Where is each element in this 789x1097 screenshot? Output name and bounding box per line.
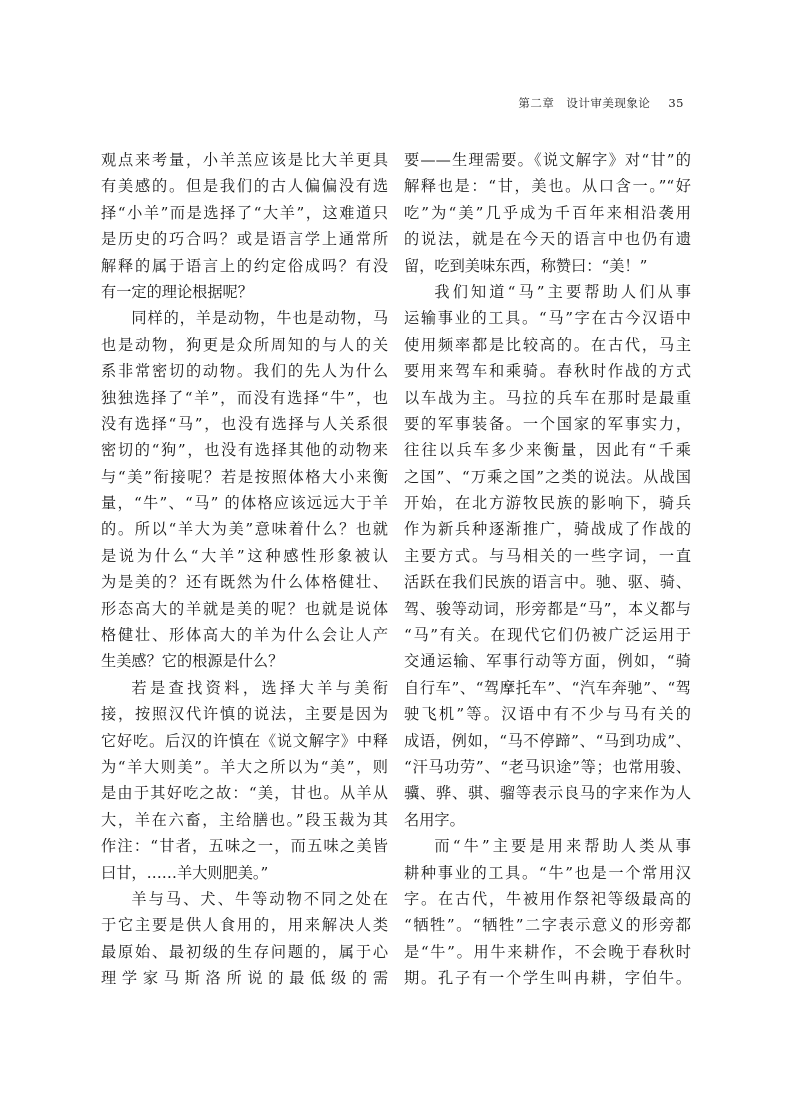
text-line: 是说为什么“大羊”这种感性形象被认 xyxy=(101,546,388,565)
text-line: 成语，例如，“马不停蹄”、“马到功成”、 xyxy=(404,731,691,750)
text-line: 是“牛”。用牛来耕作，不会晚于春秋时 xyxy=(404,942,691,961)
text-line: 曰甘，……羊大则肥美。” xyxy=(101,863,269,882)
text-line: 字。在古代，牛被用作祭祀等级最高的 xyxy=(404,889,691,908)
text-line: 同样的，羊是动物，牛也是动物，马 xyxy=(131,309,388,328)
text-line: 系非常密切的动物。我们的先人为什么 xyxy=(101,362,388,381)
text-line: 没有选择“马”，也没有选择与人关系很 xyxy=(101,414,388,433)
text-line: 大，羊在六畜，主给膳也。”段玉裁为其 xyxy=(101,810,388,829)
text-line: 的。所以“羊大为美”意味着什么？也就 xyxy=(101,520,388,539)
text-line: 它好吃。后汉的许慎在《说文解字》中释 xyxy=(101,731,388,750)
chapter-title: 第二章 设计审美现象论 xyxy=(518,96,651,110)
text-line: 最原始、最初级的生存问题的，属于心 xyxy=(101,942,388,961)
text-line: 与“美”衔接呢？若是按照体格大小来衡 xyxy=(101,467,388,486)
text-line: “马”有关。在现代它们仍被广泛运用于 xyxy=(404,626,691,645)
text-line: 解释也是：“甘，美也。从口含一。”“好 xyxy=(404,177,691,196)
text-line: 而“牛”主要是用来帮助人类从事 xyxy=(434,837,691,856)
text-line: 作注：“甘者，五味之一，而五味之美皆 xyxy=(101,837,388,856)
text-line: 我们知道“马”主要帮助人们从事 xyxy=(434,282,691,301)
text-line: 观点来考量，小羊羔应该是比大羊更具 xyxy=(101,151,388,169)
text-line: 是由于其好吃之故：“美，甘也。从羊从 xyxy=(101,784,388,803)
text-line: 要用来驾车和乘骑。春秋时作战的方式 xyxy=(404,362,691,381)
text-line: 量，“牛”、“马” 的体格应该远远大于羊 xyxy=(101,494,388,513)
text-line: 独独选择了“羊”，而没有选择“牛”，也 xyxy=(101,388,388,407)
right-text-column xyxy=(404,147,691,992)
text-line: 要——生理需要。《说文解字》对“甘”的 xyxy=(404,151,691,169)
text-line: 骥、骅、骐、骝等表示良马的字来作为人 xyxy=(404,784,691,803)
text-line: 耕种事业的工具。“牛”也是一个常用汉 xyxy=(404,863,691,882)
text-line: 使用频率都是比较高的。在古代，马主 xyxy=(404,335,691,354)
text-line: 生美感？它的根源是什么？ xyxy=(101,652,284,671)
text-line: 密切的“狗”，也没有选择其他的动物来 xyxy=(101,441,388,460)
text-line: 有一定的理论根据呢？ xyxy=(101,282,253,301)
text-line: 是历史的巧合吗？或是语言学上通常所 xyxy=(101,230,388,249)
page-number: 35 xyxy=(668,96,684,110)
text-line: 作为新兵种逐渐推广，骑战成了作战的 xyxy=(404,520,691,539)
text-line: 吃”为“美”几乎成为千百年来相沿袭用 xyxy=(404,203,691,222)
text-line: 名用字。 xyxy=(404,810,465,829)
text-line: 驾、骏等动词，形旁都是“马”，本义都与 xyxy=(404,599,691,618)
text-line: 活跃在我们民族的语言中。驰、驱、骑、 xyxy=(404,573,691,592)
text-line: 往往以兵车多少来衡量，因此有“千乘 xyxy=(404,441,691,460)
text-line: 以车战为主。马拉的兵车在那时是最重 xyxy=(404,388,691,407)
text-line: 期。孔子有一个学生叫冉耕，字伯牛。 xyxy=(404,969,691,988)
text-line: 羊与马、犬、牛等动物不同之处在 xyxy=(131,889,388,908)
text-line: 接，按照汉代许慎的说法，主要是因为 xyxy=(101,705,388,724)
text-line: 形态高大的羊就是美的呢？也就是说体 xyxy=(101,599,388,618)
text-line: “牺牲”。“牺牲”二字表示意义的形旁都 xyxy=(404,916,691,935)
text-line: 主要方式。与马相关的一些字词，一直 xyxy=(404,546,691,565)
text-line: 也是动物，狗更是众所周知的与人的关 xyxy=(101,335,388,354)
text-line: “汗马功劳”、“老马识途”等；也常用骏、 xyxy=(404,757,691,776)
text-line: 理学家马斯洛所说的最低级的需 xyxy=(101,969,388,988)
text-line: 解释的属于语言上的约定俗成吗？有没 xyxy=(101,256,388,275)
running-header xyxy=(518,95,684,111)
text-line: 驶飞机”等。汉语中有不少与马有关的 xyxy=(404,705,691,724)
text-line: 为“羊大则美”。羊大之所以为“美”，则 xyxy=(101,757,388,776)
text-line: 留，吃到美味东西，称赞曰：“美！” xyxy=(404,256,648,275)
text-line: 于它主要是供人食用的，用来解决人类 xyxy=(101,916,388,935)
text-line: 开始，在北方游牧民族的影响下，骑兵 xyxy=(404,494,691,513)
text-line: 若是查找资料，选择大羊与美衔 xyxy=(131,678,388,697)
text-line: 有美感的。但是我们的古人偏偏没有选 xyxy=(101,177,388,196)
left-text-column xyxy=(101,147,388,992)
text-line: 为是美的？还有既然为什么体格健壮、 xyxy=(101,573,388,592)
text-line: 格健壮、形体高大的羊为什么会让人产 xyxy=(101,626,388,645)
text-line: 的说法，就是在今天的语言中也仍有遗 xyxy=(404,230,691,249)
text-line: 运输事业的工具。“马”字在古今汉语中 xyxy=(404,309,691,328)
text-line: 交通运输、军事行动等方面，例如，“骑 xyxy=(404,652,691,671)
text-line: 自行车”、“驾摩托车”、“汽车奔驰”、“驾 xyxy=(404,678,691,697)
text-line: 要的军事装备。一个国家的军事实力， xyxy=(404,414,691,433)
text-line: 之国”、“万乘之国”之类的说法。从战国 xyxy=(404,467,691,486)
text-line: 择“小羊”而是选择了“大羊”，这难道只 xyxy=(101,203,388,222)
